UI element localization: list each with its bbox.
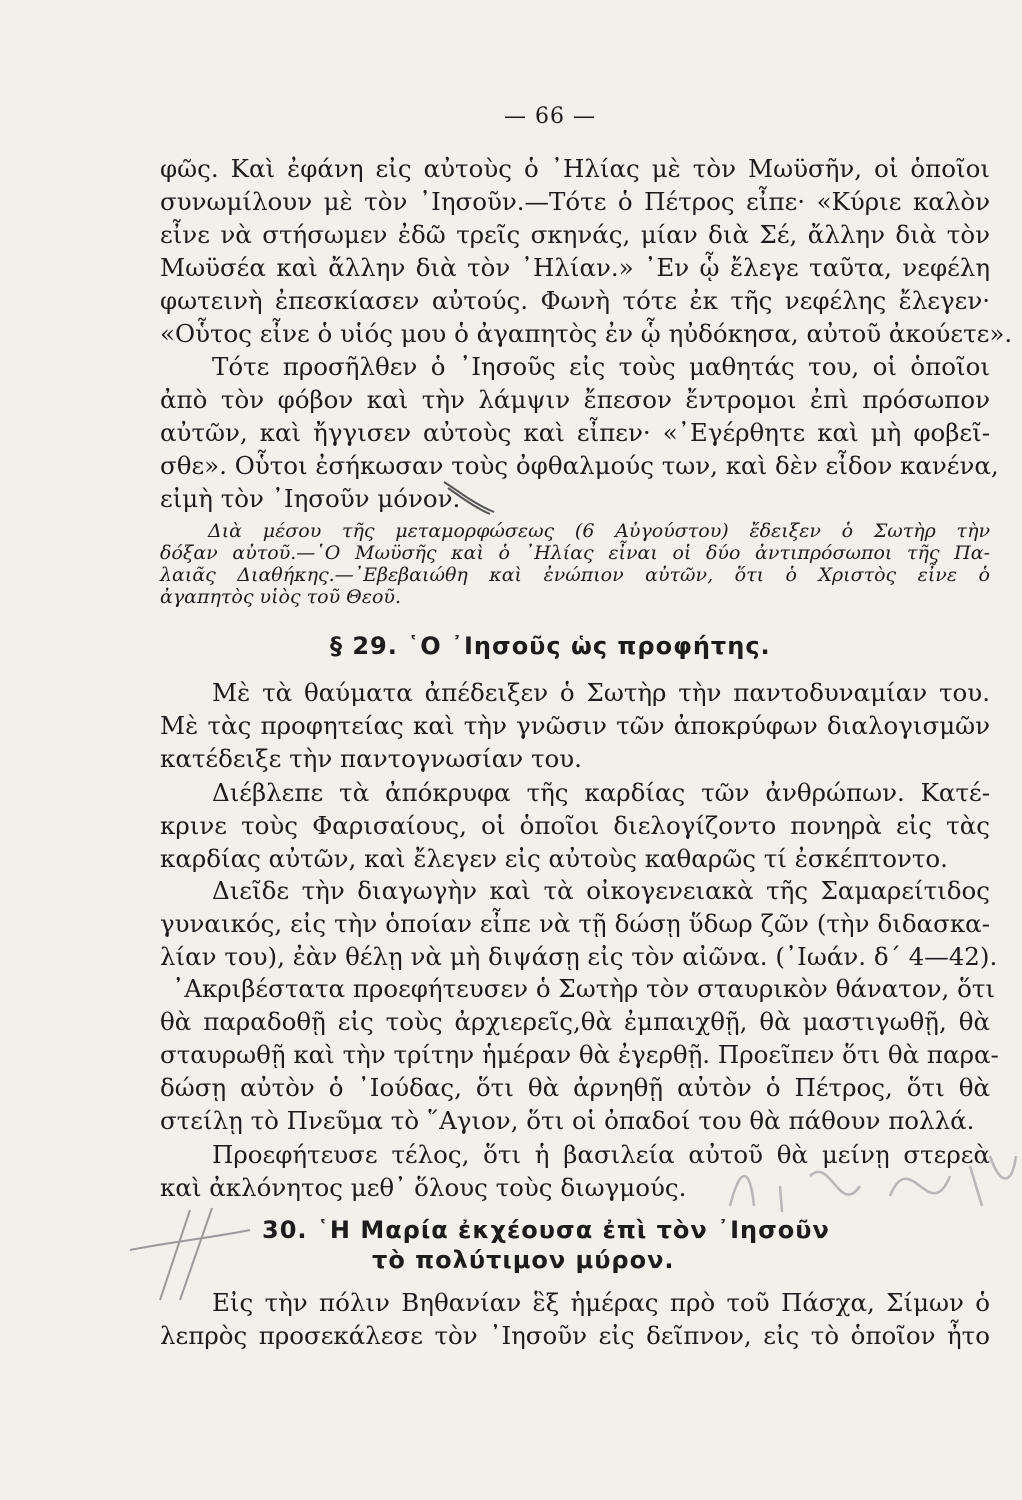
text-line: κρινε τοὺς Φαρισαίους, οἱ ὁποῖοι διελογίζοντο πονηρὰ εἰς τὰς [160, 811, 990, 840]
text-line: Μὲ τὰς προφητείας καὶ τὴν γνῶσιν τῶν ἀποκρύφων διαλογισμῶν [160, 711, 990, 740]
text-line: φῶς. Καὶ ἐφάνη εἰς αὐτοὺς ὁ ᾿Ηλίας μὲ τὸν Μωϋσῆν, οἱ ὁποῖοι [160, 154, 990, 183]
paragraph-samaritan [160, 874, 998, 973]
text-line: κατέδειξε τὴν παντογνωσίαν του. [160, 744, 582, 773]
text-line: γυναικός, εἰς τὴν ὁποίαν εἶπε νὰ τῇ δώσῃ ὕδωρ ζῶν (τὴν διδασκα- [160, 909, 990, 938]
text-line: λεπρὸς προσεκάλεσε τὸν ᾿Ιησοῦν εἰς δεῖπνον, εἰς τὸ ὁποῖον ἦτο [160, 1321, 990, 1350]
text-line: ἀπὸ τὸν φόβον καὶ τὴν λάμψιν ἔπεσον ἔντρομοι ἐπὶ πρόσωπον [160, 385, 990, 414]
text-line: Διεῖδε τὴν διαγωγὴν καὶ τὰ οἰκογενειακὰ τῆς Σαμαρείτιδος [212, 876, 990, 905]
text-line: λίαν του), ἐὰν θέλῃ νὰ μὴ διψάσῃ εἰς τὸν αἰῶνα. (᾿Ιωάν. δ΄ 4—42). [160, 942, 998, 971]
text-line: δόξαν αὐτοῦ.—῾Ο Μωϋσῆς καὶ ὁ ᾿Ηλίας εἶναι οἱ δύο ἀντιπρόσωποι τῆς Πα- [160, 542, 990, 564]
text-line: «Οὗτος εἶνε ὁ υἱός μου ὁ ἀγαπητὸς ἐν ᾧ ηὐδόκησα, αὐτοῦ ἀκούετε». [160, 319, 1013, 348]
text-line: συνωμίλουν μὲ τὸν ᾿Ιησοῦν.—Τότε ὁ Πέτρος εἶπε· «Κύριε καλὸν [160, 187, 990, 216]
margin-pencil-scribble-icon [120, 1190, 260, 1310]
pencil-mark-icon [440, 478, 500, 518]
text-line: σταυρωθῇ καὶ τὴν τρίτην ἡμέραν θὰ ἐγερθῇ. Προεῖπεν ὅτι θὰ παρα- [160, 1040, 999, 1069]
text-line: καὶ ἀκλόνητος μεθ᾿ ὅλους τοὺς διωγμούς. [160, 1173, 687, 1202]
text-line: Τότε προσῆλθεν ὁ ᾿Ιησοῦς εἰς τοὺς μαθητάς του, οἱ ὁποῖοι [212, 352, 990, 381]
text-line: δώσῃ αὐτὸν ὁ ᾿Ιούδας, ὅτι θὰ ἀρνηθῇ αὐτὸν ὁ Πέτρος, ὅτι θὰ [160, 1073, 990, 1102]
text-line: θὰ παραδοθῇ εἰς τοὺς ἀρχιερεῖς,θὰ ἐμπαιχθῇ, θὰ μαστιγωθῇ, θὰ [160, 1007, 990, 1036]
text-line: στείλῃ τὸ Πνεῦμα τὸ ῞Αγιον, ὅτι οἱ ὀπαδοί του θὰ πάθουν πολλά. [160, 1106, 975, 1135]
paragraph-prophecies [160, 972, 999, 1137]
section-heading-29: § 29. ῾Ο ᾿Ιησοῦς ὡς προφήτης. [330, 632, 771, 660]
text-line: Διὰ μέσου τῆς μεταμορφώσεως (6 Αὐγούστου) ἔδειξεν ὁ Σωτὴρ τὴν [208, 520, 990, 542]
text-line: λαιᾶς Διαθήκης.—᾿Εβεβαιώθη καὶ ἐνώπιον αὐτῶν, ὅτι ὁ Χριστὸς εἶνε ὁ [160, 564, 990, 586]
paragraph-disciples [160, 350, 999, 515]
text-line: ἀγαπητὸς υἱὸς τοῦ Θεοῦ. [160, 586, 401, 608]
text-line: εἰμὴ τὸν ᾿Ιησοῦν μόνον. [160, 484, 461, 513]
text-line: καρδίας αὐτῶν, καὶ ἔλεγεν εἰς αὐτοὺς καθαρῶς τί ἐσκέπτοντο. [160, 844, 948, 873]
paragraph-prophet-intro [160, 676, 990, 775]
text-line: σθε». Οὗτοι ἐσήκωσαν τοὺς ὀφθαλμούς των, καὶ δὲν εἶδον κανένα, [160, 451, 999, 480]
paragraph-bethany [160, 1286, 990, 1352]
paragraph-pharisees [160, 776, 990, 875]
text-line: εἶνε νὰ στήσωμεν ἐδῶ τρεῖς σκηνάς, μίαν διὰ Σέ, ἄλλην διὰ τὸν [160, 220, 990, 249]
section-heading-30-line2: τὸ πολύτιμον μύρον. [372, 1246, 675, 1274]
text-line: Εἰς τὴν πόλιν Βηθανίαν ἓξ ἡμέρας πρὸ τοῦ Πάσχα, Σίμων ὁ [212, 1288, 990, 1317]
text-line: αὐτῶν, καὶ ἤγγισεν αὐτοὺς καὶ εἶπεν· «᾿Εγέρθητε καὶ μὴ φοβεῖ- [160, 418, 990, 447]
italic-summary-note [160, 520, 990, 608]
paragraph-transfiguration [160, 152, 1013, 350]
section-heading-30-line1: 30. ῾Η Μαρία ἐκχέουσα ἐπὶ τὸν ᾿Ιησοῦν [262, 1216, 830, 1244]
text-line: Προεφήτευσε τέλος, ὅτι ἡ βασιλεία αὐτοῦ θὰ μείνῃ στερεὰ [212, 1140, 990, 1169]
faint-handwriting-icon [720, 1126, 1020, 1236]
text-line: φωτεινὴ ἐπεσκίασεν αὐτούς. Φωνὴ τότε ἐκ τῆς νεφέλης ἔλεγεν· [160, 286, 990, 315]
text-line: ᾿Ακριβέστατα προεφήτευσεν ὁ Σωτὴρ τὸν σταυρικὸν θάνατον, ὅτι [172, 974, 995, 1003]
text-line: Διέβλεπε τὰ ἀπόκρυφα τῆς καρδίας τῶν ἀνθρώπων. Κατέ- [212, 778, 990, 807]
page-number: — 66 — [504, 104, 596, 129]
text-line: Μὲ τὰ θαύματα ἀπέδειξεν ὁ Σωτὴρ τὴν παντοδυναμίαν του. [212, 678, 990, 707]
text-line: Μωϋσέα καὶ ἄλλην διὰ τὸν ᾿Ηλίαν.» ᾿Εν ᾧ ἔλεγε ταῦτα, νεφέλη [160, 253, 990, 282]
